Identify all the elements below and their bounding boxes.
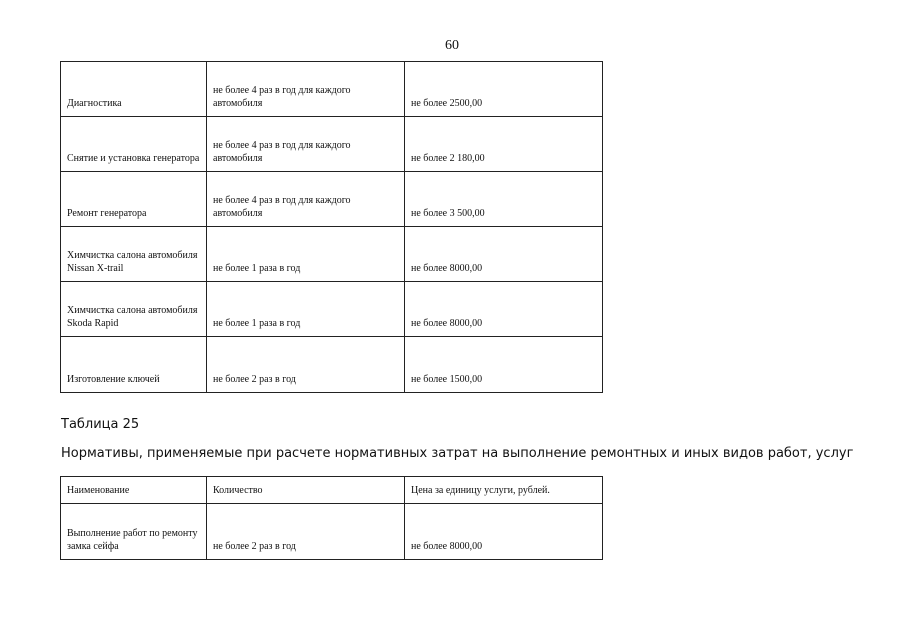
table-cell: не более 2500,00 xyxy=(405,62,603,117)
table-cell: не более 1 раза в год xyxy=(207,227,405,282)
table-cell: не более 4 раз в год для каждого автомобиля xyxy=(207,62,405,117)
table-row xyxy=(61,282,603,337)
table-cell: не более 4 раз в год для каждого автомобиля xyxy=(207,172,405,227)
table-cell: Ремонт генератора xyxy=(61,172,207,227)
table-cell: Изготовление ключей xyxy=(61,337,207,393)
table-row xyxy=(61,227,603,282)
table-cell: не более 2 раз в год xyxy=(207,337,405,393)
table-row xyxy=(61,117,603,172)
table-cell: не более 8000,00 xyxy=(405,282,603,337)
table-24 xyxy=(60,61,603,393)
table-cell: Выполнение работ по ремонту замка сейфа xyxy=(61,504,207,560)
table-cell: не более 3 500,00 xyxy=(405,172,603,227)
table-cell: Диагностика xyxy=(61,62,207,117)
table-label: Таблица 25 xyxy=(61,417,140,432)
table-cell: не более 8000,00 xyxy=(405,227,603,282)
table-header-row xyxy=(61,477,603,504)
column-header: Цена за единицу услуги, рублей. xyxy=(405,477,603,504)
column-header: Наименование xyxy=(61,477,207,504)
table-row xyxy=(61,62,603,117)
table-cell: не более 1500,00 xyxy=(405,337,603,393)
table-cell: Химчистка салона автомобиля Skoda Rapid xyxy=(61,282,207,337)
table-row xyxy=(61,337,603,393)
table-cell: не более 2 180,00 xyxy=(405,117,603,172)
table-cell: Снятие и установка генератора xyxy=(61,117,207,172)
table-cell: не более 8000,00 xyxy=(405,504,603,560)
table-cell: не более 1 раза в год xyxy=(207,282,405,337)
page-number: 60 xyxy=(445,38,459,53)
table-cell: не более 4 раз в год для каждого автомобиля xyxy=(207,117,405,172)
table-cell: Химчистка салона автомобиля Nissan X-trail xyxy=(61,227,207,282)
table-row xyxy=(61,172,603,227)
table-25 xyxy=(60,476,603,560)
table-cell: не более 2 раз в год xyxy=(207,504,405,560)
column-header: Количество xyxy=(207,477,405,504)
table-row xyxy=(61,504,603,560)
table-title: Нормативы, применяемые при расчете нормативных затрат на выполнение ремонтных и иных видов работ, услуг xyxy=(61,446,854,461)
